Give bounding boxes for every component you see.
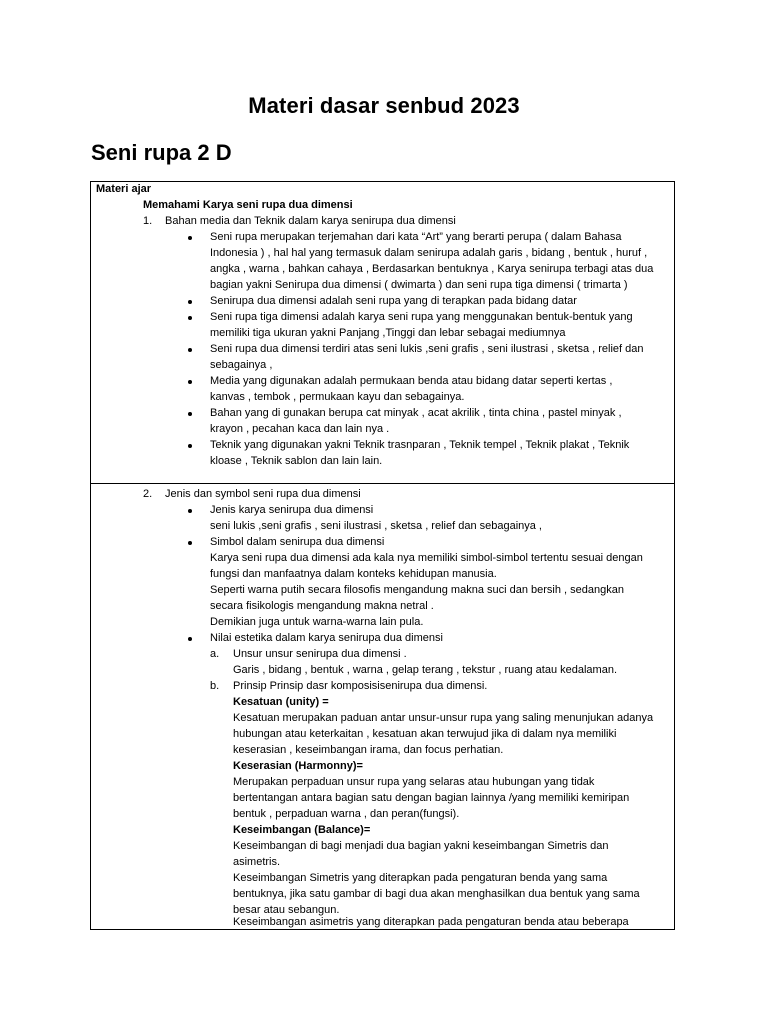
principle-text: bentuknya, jika satu gambar di bagi dua akan menghasilkan dua bentuk yang sama bbox=[233, 888, 640, 900]
principle-heading: Kesatuan (unity) = bbox=[233, 696, 329, 708]
bullet-line: angka , warna , bahkan cahaya , Berdasarkan bentuknya , Karya senirupa terbagi atas dua bbox=[210, 263, 654, 275]
principle-text: hubungan atau keterkaitan , kesatuan akan terwujud jika di dalam nya memiliki bbox=[233, 728, 617, 740]
item-text: Bahan media dan Teknik dalam karya senirupa dua dimensi bbox=[165, 215, 456, 227]
principle-text: bentuk , perpaduan warna , dan peran(fungsi). bbox=[233, 808, 460, 820]
bullet-dot bbox=[188, 380, 192, 384]
principle-text: Keseimbangan di bagi menjadi dua bagian yakni keseimbangan Simetris dan bbox=[233, 840, 609, 852]
bullet-line: Seni rupa tiga dimensi adalah karya seni rupa yang menggunakan bentuk-bentuk yang bbox=[210, 311, 633, 323]
bullet-dot bbox=[188, 300, 192, 304]
bullet-line: bagian yakni Senirupa dua dimensi ( dwimarta ) dan seni rupa tiga dimensi ( trimarta ) bbox=[210, 279, 628, 291]
sublist-text: Prinsip Prinsip dasr komposisisenirupa dua dimensi. bbox=[233, 680, 488, 692]
bullet-line: Teknik yang digunakan yakni Teknik trasnparan , Teknik tempel , Teknik plakat , Teknik bbox=[210, 439, 630, 451]
bullet-line: Seperti warna putih secara filosofis mengandung makna suci dan bersih , sedangkan bbox=[210, 584, 624, 596]
bullet-line: Indonesia ) , hal hal yang termasuk dalam senirupa adalah garis , bidang , bentuk , huruf , bbox=[210, 247, 648, 259]
bullet-dot bbox=[188, 541, 192, 545]
principle-text: asimetris. bbox=[233, 856, 281, 868]
bullet-line: seni lukis ,seni grafis , seni ilustrasi , sketsa , relief dan sebagainya , bbox=[210, 520, 542, 532]
bullet-line: Jenis karya senirupa dua dimensi bbox=[210, 504, 374, 516]
sublist-text: Garis , bidang , bentuk , warna , gelap terang , tekstur , ruang atau kedalaman. bbox=[233, 664, 618, 676]
bullet-dot bbox=[188, 348, 192, 352]
principle-heading: Keseimbangan (Balance)= bbox=[233, 824, 371, 836]
bullet-dot bbox=[188, 509, 192, 513]
principle-text: bertentangan antara bagian satu dengan bagian lainnya /yang memiliki kemiripan bbox=[233, 792, 630, 804]
principle-text: keserasian , keseimbangan irama, dan focus perhatian. bbox=[233, 744, 504, 756]
item-text: Jenis dan symbol seni rupa dua dimensi bbox=[165, 488, 361, 500]
bullet-dot bbox=[188, 637, 192, 641]
principle-text: besar atau sebangun. bbox=[233, 904, 340, 916]
bullet-line: kanvas , tembok , permukaan kayu dan sebagainya. bbox=[210, 391, 465, 403]
bullet-line: Karya seni rupa dua dimensi ada kala nya memiliki simbol-simbol tertentu sesuai dengan bbox=[210, 552, 643, 564]
bullet-line: Nilai estetika dalam karya senirupa dua dimensi bbox=[210, 632, 443, 644]
bullet-line: kloase , Teknik sablon dan lain lain. bbox=[210, 455, 383, 467]
bullet-line: Media yang digunakan adalah permukaan benda atau bidang datar seperti kertas , bbox=[210, 375, 613, 387]
item-number: 1. bbox=[143, 215, 153, 227]
document-subtitle: Seni rupa 2 D bbox=[91, 140, 232, 165]
principle-heading: Keserasian (Harmonny)= bbox=[233, 760, 363, 772]
bullet-line: Bahan yang di gunakan berupa cat minyak , acat akrilik , tinta china , pastel minyak , bbox=[210, 407, 622, 419]
sublist-label: a. bbox=[210, 648, 220, 660]
bullet-line: Senirupa dua dimensi adalah seni rupa yang di terapkan pada bidang datar bbox=[210, 295, 577, 307]
bullet-dot bbox=[188, 412, 192, 416]
bullet-line: krayon , pecahan kaca dan lain nya . bbox=[210, 423, 390, 435]
materi-heading: Materi ajar bbox=[96, 183, 152, 195]
bullet-line: Seni rupa merupakan terjemahan dari kata “Art” yang berarti perupa ( dalam Bahasa bbox=[210, 231, 622, 243]
bullet-line: Demikian juga untuk warna-warna lain pula. bbox=[210, 616, 424, 628]
item-number: 2. bbox=[143, 488, 153, 500]
sublist-label: b. bbox=[210, 680, 220, 692]
principle-text: Keseimbangan Simetris yang diterapkan pada pengaturan benda yang sama bbox=[233, 872, 608, 884]
bullet-line: Simbol dalam senirupa dua dimensi bbox=[210, 536, 385, 548]
bullet-line: sebagainya , bbox=[210, 359, 273, 371]
bullet-dot bbox=[188, 316, 192, 320]
document-title: Materi dasar senbud 2023 bbox=[248, 93, 520, 118]
principle-text: Kesatuan merupakan paduan antar unsur-unsur rupa yang saling menunjukan adanya bbox=[233, 712, 654, 724]
bullet-dot bbox=[188, 236, 192, 240]
bullet-line: fungsi dan manfaatnya dalam konteks kehidupan manusia. bbox=[210, 568, 497, 580]
principle-text: Keseimbangan asimetris yang diterapkan pada pengaturan benda atau beberapa bbox=[233, 916, 629, 928]
bullet-dot bbox=[188, 444, 192, 448]
bullet-line: secara fisikologis mengandung makna netral . bbox=[210, 600, 434, 612]
bullet-line: memiliki tiga ukuran yakni Panjang ,Tinggi dan lebar sebagai mediumnya bbox=[210, 327, 566, 339]
materi-subheading: Memahami Karya seni rupa dua dimensi bbox=[143, 199, 353, 211]
sublist-text: Unsur unsur senirupa dua dimensi . bbox=[233, 648, 407, 660]
principle-text: Merupakan perpaduan unsur rupa yang selaras atau hubungan yang tidak bbox=[233, 776, 595, 788]
bullet-line: Seni rupa dua dimensi terdiri atas seni lukis ,seni grafis , seni ilustrasi , sketsa , relief dan bbox=[210, 343, 644, 355]
